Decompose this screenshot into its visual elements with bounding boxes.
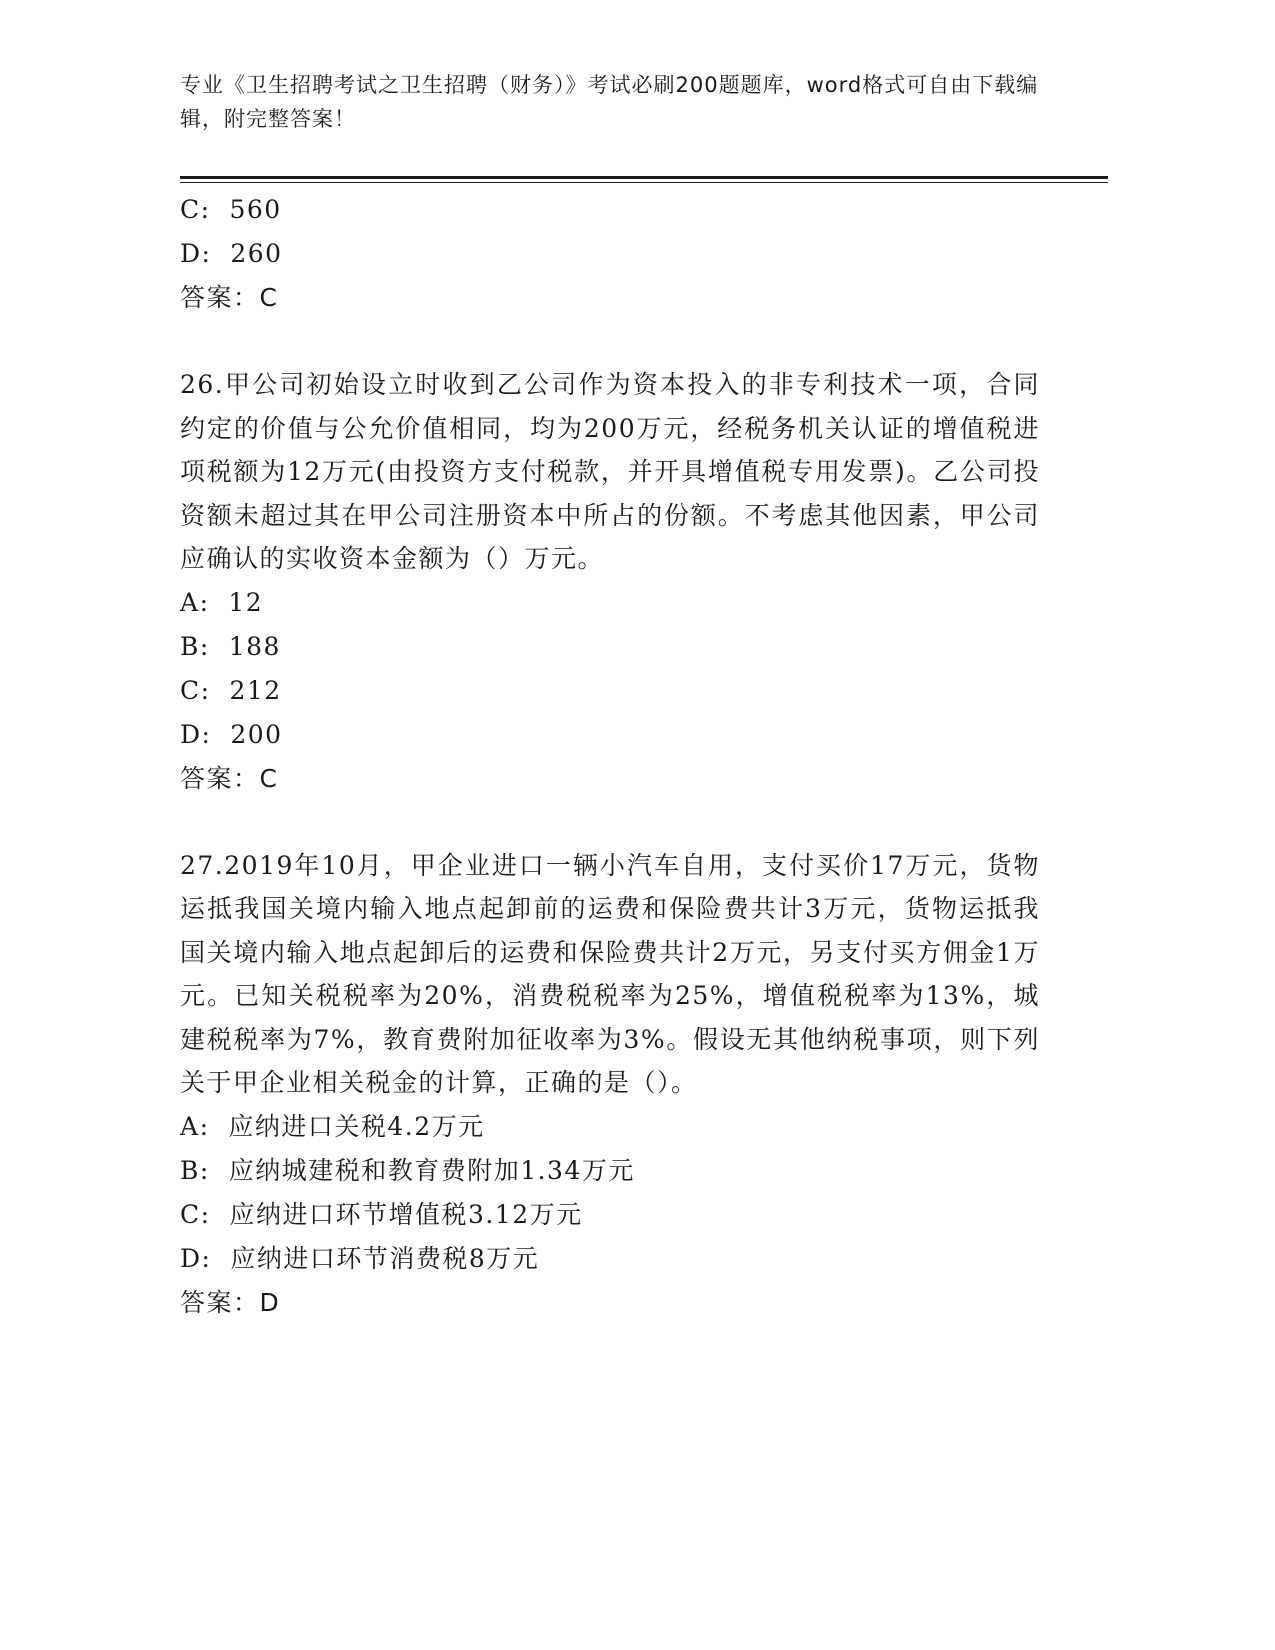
option-label: D	[180, 239, 202, 268]
option-d: D: 应纳进口环节消费税8万元	[180, 1243, 540, 1273]
option-text: 212	[229, 675, 282, 705]
option-label: B	[180, 631, 200, 661]
option-label: C	[180, 1199, 201, 1229]
question-stem: 26.甲公司初始设立时收到乙公司作为资本投入的非专利技术一项，合同约定的价值与公允价值相同，均为200万元，经税务机关认证的增值税进项税额为12万元(由投资方支付税款，并开具增值税专用发票)。乙公司投资额未超过其在甲公司注册资本中所占的份额。不考虑其他因素，甲公司应确认的实收资本金额为（）万元。	[180, 370, 1040, 573]
spacer	[180, 320, 1040, 363]
option-text: 188	[228, 631, 281, 661]
option-text: 260	[230, 239, 283, 268]
option-a: A: 12	[180, 587, 264, 617]
option-c: C: 应纳进口环节增值税3.12万元	[180, 1199, 583, 1229]
question-answer: 答案：C	[180, 763, 279, 793]
option-b: B: 应纳城建税和教育费附加1.34万元	[180, 1155, 635, 1185]
option-c: C: 212	[180, 675, 282, 705]
option-text: 200	[230, 719, 283, 749]
option-label: C	[180, 675, 201, 705]
prev-question-options	[180, 188, 1040, 276]
spacer	[180, 801, 1040, 844]
option-label: D	[180, 719, 202, 749]
option-label: A	[180, 587, 200, 617]
document-body	[180, 188, 1040, 1325]
option-a: A: 应纳进口关税4.2万元	[180, 1111, 485, 1141]
question-answer: 答案：D	[180, 1287, 281, 1317]
question-stem: 27.2019年10月，甲企业进口一辆小汽车自用，支付买价17万元，货物运抵我国关境内输入地点起卸前的运费和保险费共计3万元，货物运抵我国关境内输入地点起卸后的运费和保险费共计2万元，另支付买方佣金1万元。已知关税税率为20%，消费税税率为25%，增值税税率为13%，城建税税率为7%，教育费附加征收率为3%。假设无其他纳税事项，则下列关于甲企业相关税金的计算，正确的是（）。	[180, 850, 1040, 1097]
option-text: 应纳进口关税4.2万元	[228, 1111, 485, 1141]
header-rule-thin	[180, 182, 1108, 183]
option-c: C: 560	[180, 195, 282, 224]
option-b: B: 188	[180, 631, 281, 661]
option-text: 应纳进口环节增值税3.12万元	[229, 1199, 583, 1229]
option-text: 应纳城建税和教育费附加1.34万元	[228, 1155, 635, 1185]
option-label: B	[180, 1155, 200, 1185]
option-d: D: 260	[180, 239, 283, 268]
header-rule-thick	[180, 176, 1108, 179]
question-26	[180, 363, 1040, 801]
question-27	[180, 844, 1040, 1325]
option-text: 12	[228, 587, 264, 617]
option-label: C	[180, 195, 201, 224]
option-d: D: 200	[180, 719, 283, 749]
document-header: 专业《卫生招聘考试之卫生招聘（财务）》考试必刷200题题库，word格式可自由下载编辑，附完整答案！	[180, 73, 1039, 131]
option-label: D	[180, 1243, 202, 1273]
prev-question-answer: 答案：C	[180, 283, 279, 312]
option-label: A	[180, 1111, 200, 1141]
option-text: 560	[229, 195, 282, 224]
option-text: 应纳进口环节消费税8万元	[230, 1243, 540, 1273]
